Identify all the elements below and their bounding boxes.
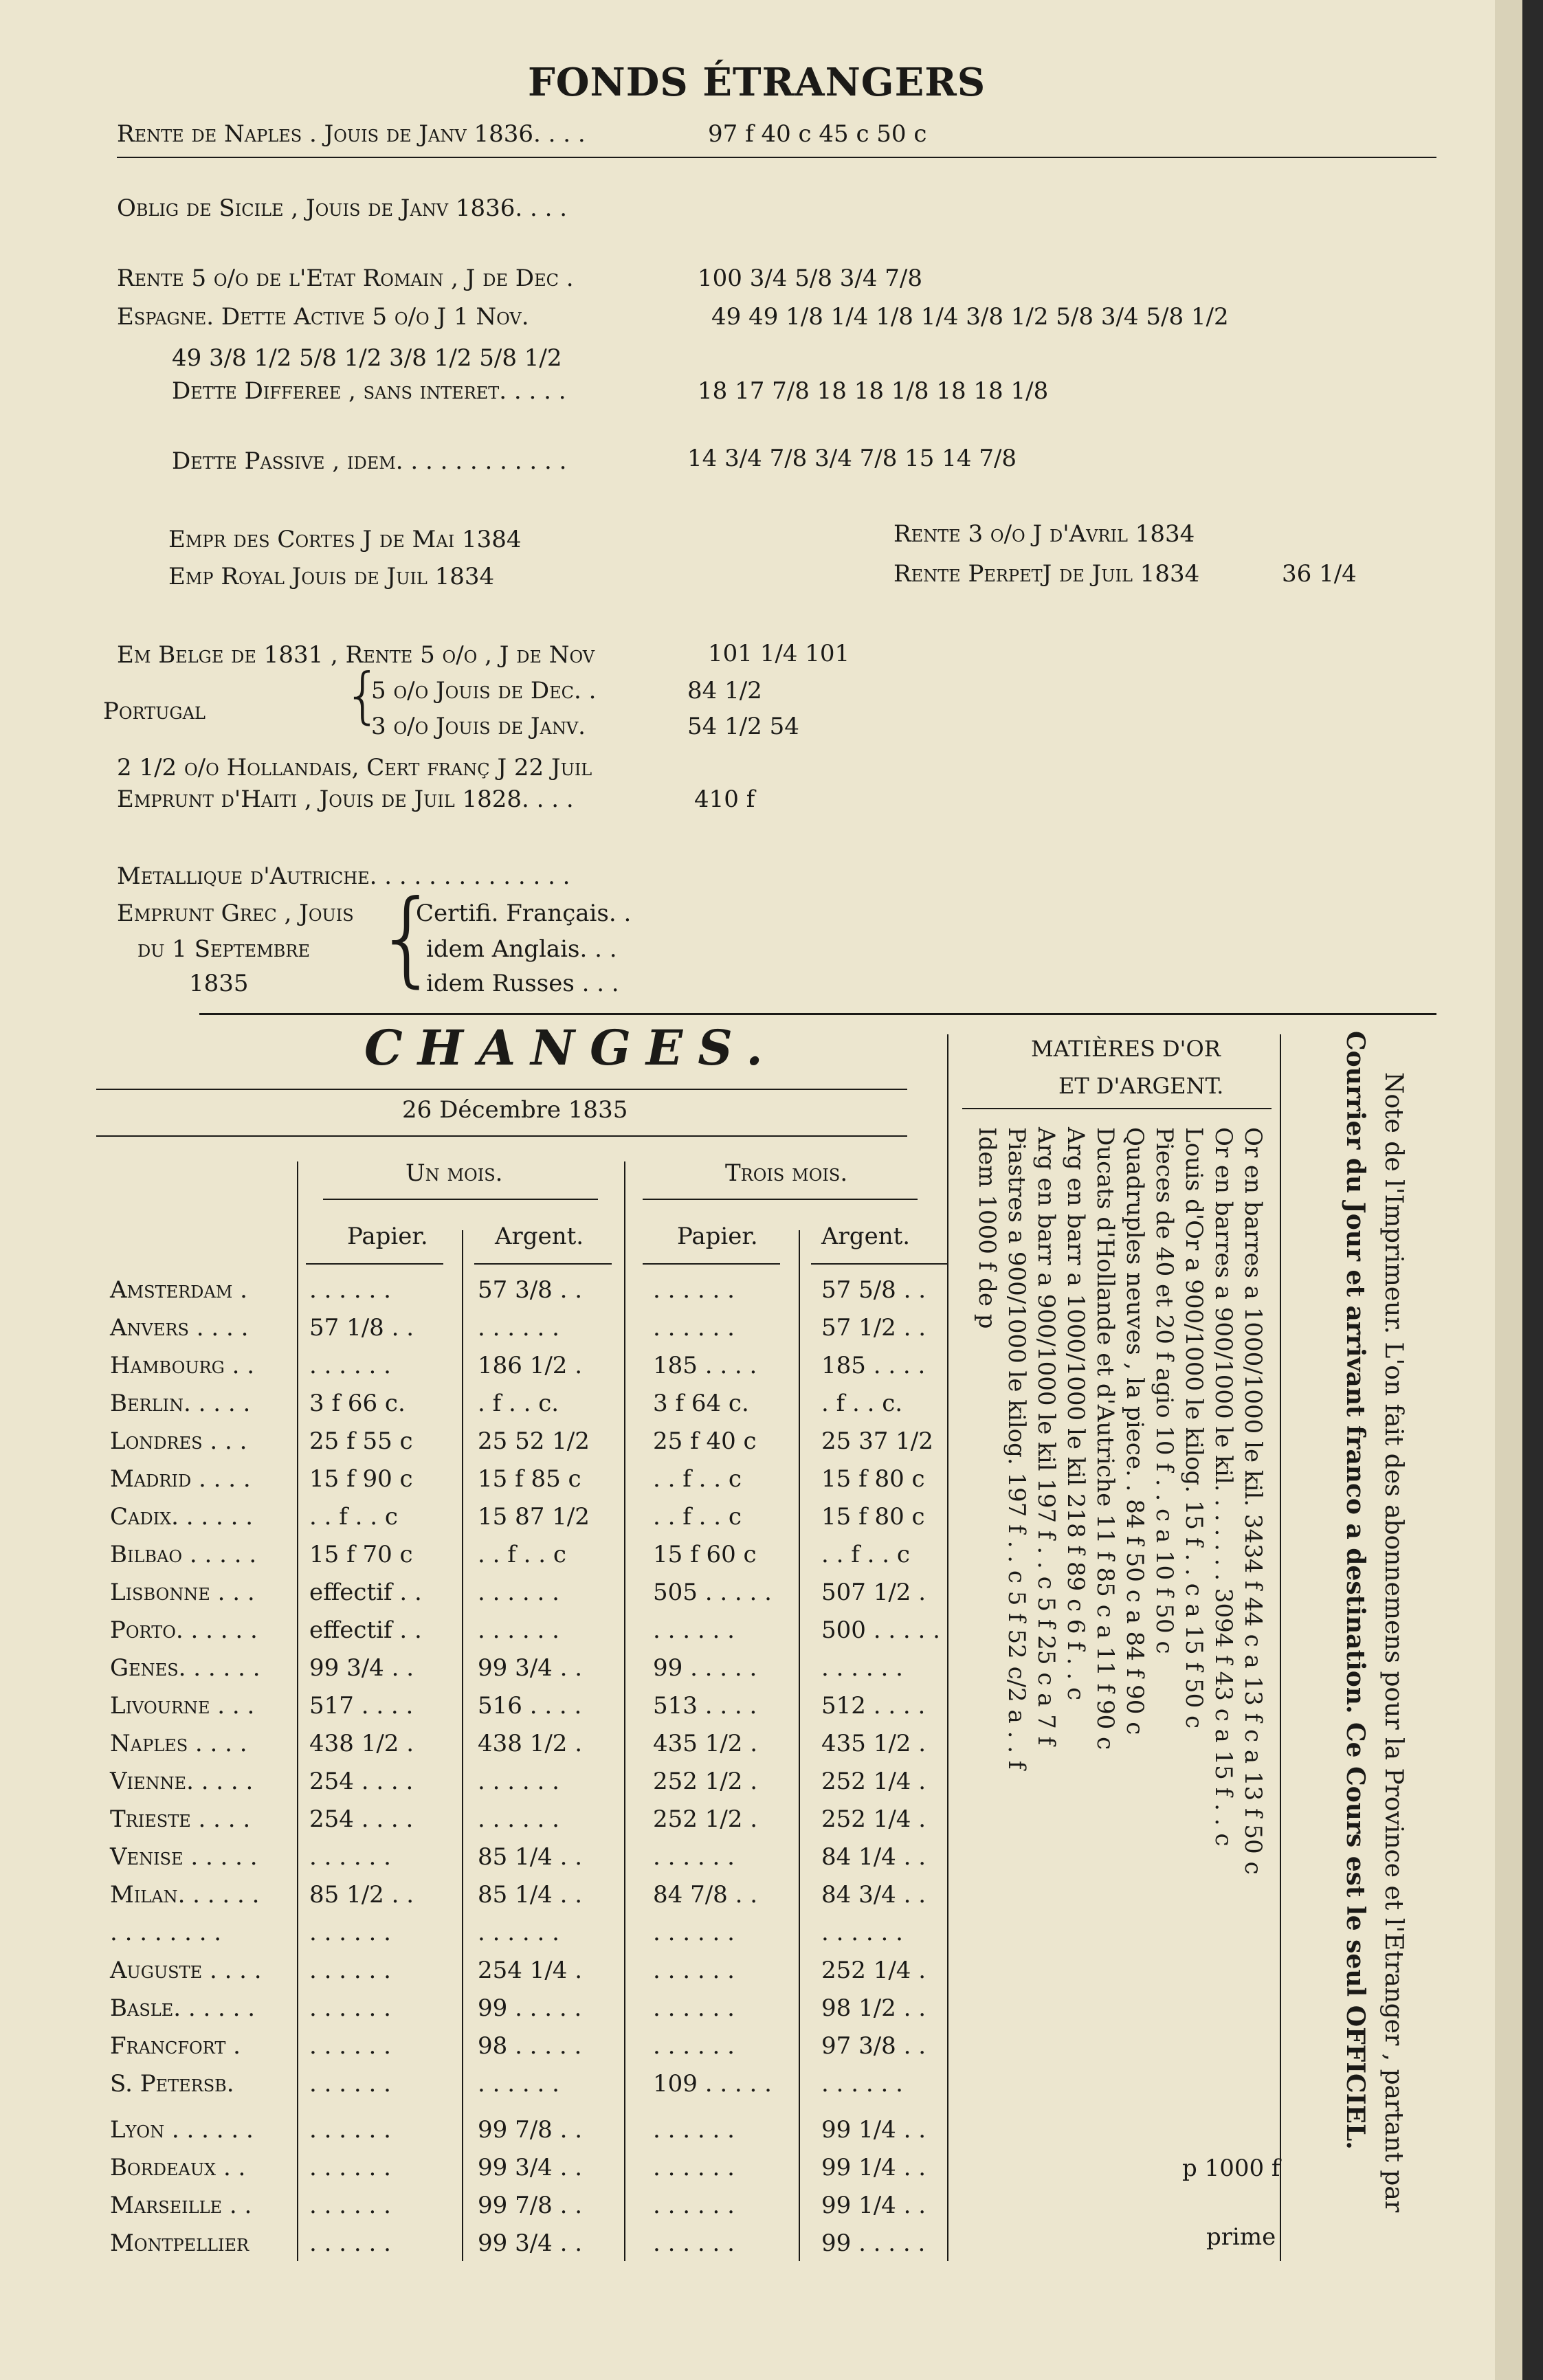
rate-c1-a-10: 99 3/4 . .	[309, 1654, 414, 1682]
royal-label: Emp Royal Jouis de Juil 1834	[168, 563, 495, 590]
rate-c2-b-2: 99 7/8 . .	[478, 2192, 583, 2219]
note-line-1: Note de l'Imprimeur. L'on fait des abonnemens pour la Province et l'Etranger , partant par	[1379, 1072, 1408, 2213]
rate-c4-a-0: 57 5/8 . .	[821, 1276, 926, 1304]
rate-c3-a-17: . . . . . .	[653, 1919, 735, 1946]
city-a-13: Vienne. . . . .	[110, 1768, 254, 1795]
city-a-11: Livourne . . .	[110, 1692, 255, 1720]
espagne-value: 49 49 1/8 1/4 1/8 1/4 3/8 1/2 5/8 3/4 5/8 1/2	[711, 303, 1229, 331]
city-a-8: Lisbonne . . .	[110, 1579, 255, 1606]
matieres-line-7: Arg en barr a 900/1000 le kil 197 f . . c 5 f 25 c a 7 f	[1032, 1127, 1060, 1746]
rate-c2-a-9: . . . . . .	[478, 1616, 559, 1644]
espagne-value-cont: 49 3/8 1/2 5/8 1/2 3/8 1/2 5/8 1/2	[172, 344, 562, 372]
rate-c2-a-13: . . . . . .	[478, 1768, 559, 1795]
naples-label: Rente de Naples . Jouis de Janv 1836. . . .	[117, 120, 586, 148]
rate-c3-a-4: 25 f 40 c	[653, 1427, 757, 1455]
rate-c3-a-21: 109 . . . . .	[653, 2070, 772, 2098]
rate-c4-a-5: 15 f 80 c	[821, 1465, 925, 1493]
rate-c3-a-15: . . . . . .	[653, 1843, 735, 1871]
matieres-line-1: Or en barres a 900/1000 le kil. . . . . . . 3094 f 43 c a 15 f . . c	[1210, 1127, 1237, 1847]
matieres-title-1: MATIÈRES D'OR	[1031, 1036, 1221, 1062]
rate-c3-a-7: 15 f 60 c	[653, 1541, 757, 1568]
city-a-18: Auguste . . . .	[110, 1957, 262, 1984]
differee-value: 18 17 7/8 18 18 1/8 18 18 1/8	[698, 377, 1049, 405]
belge-value: 101 1/4 101	[708, 640, 850, 667]
grec-opt2: idem Anglais. . .	[426, 935, 617, 963]
city-a-14: Trieste . . . .	[110, 1805, 251, 1833]
rate-c2-a-12: 438 1/2 .	[478, 1730, 583, 1757]
col-rule-4	[811, 1263, 948, 1265]
matieres-line-8: Piastres a 900/1000 le kilog. 197 f . . c 5 f 52 c/2 a . . f	[1003, 1127, 1030, 1770]
table-vrule-3	[624, 1161, 625, 2261]
header-rule	[117, 157, 1436, 158]
rate-c1-b-2: . . . . . .	[309, 2192, 391, 2219]
changes-date: 26 Décembre 1835	[402, 1096, 628, 1124]
matieres-line-3: Pieces de 40 et 20 f agio 10 f . . c a 10 f 50 c	[1151, 1127, 1178, 1654]
rate-c4-a-20: 97 3/8 . .	[821, 2032, 926, 2060]
rate-c1-a-6: . . f . . c	[309, 1503, 398, 1531]
city-b-0: Lyon . . . . . .	[110, 2116, 254, 2144]
table-vrule-2	[462, 1230, 463, 2261]
papier-header-2: Papier.	[677, 1223, 758, 1250]
note-line-2: Courrier du Jour et arrivant franco a destination. Ce Cours est le seul OFFICIEL.	[1341, 1031, 1370, 2150]
rate-c4-a-16: 84 3/4 . .	[821, 1881, 926, 1909]
table-vrule-4	[799, 1230, 800, 2261]
table-vrule-1	[297, 1161, 298, 2261]
city-a-16: Milan. . . . . .	[110, 1881, 260, 1909]
matieres-line-10: p 1000 f	[1182, 2155, 1280, 2182]
page-title: FONDS ÉTRANGERS	[528, 60, 986, 105]
city-b-2: Marseille . .	[110, 2192, 252, 2219]
rate-c4-b-3: 99 . . . . .	[821, 2229, 926, 2257]
rate-c4-a-15: 84 1/4 . .	[821, 1843, 926, 1871]
table-vrule-5	[947, 1034, 948, 2261]
rate-c1-a-20: . . . . . .	[309, 2032, 391, 2060]
rate-c2-b-3: 99 3/4 . .	[478, 2229, 583, 2257]
rate-c4-a-4: 25 37 1/2	[821, 1427, 933, 1455]
matieres-title-2: ET D'ARGENT.	[1058, 1073, 1224, 1099]
rate-c2-a-17: . . . . . .	[478, 1919, 559, 1946]
rate-c3-b-2: . . . . . .	[653, 2192, 735, 2219]
rate-c2-a-3: . f . . c.	[478, 1390, 559, 1417]
rate-c2-a-6: 15 87 1/2	[478, 1503, 590, 1531]
naples-value: 97 f 40 c 45 c 50 c	[708, 120, 927, 148]
rate-c3-a-10: 99 . . . . .	[653, 1654, 757, 1682]
rate-c2-b-0: 99 7/8 . .	[478, 2116, 583, 2144]
rate-c1-a-0: . . . . . .	[309, 1276, 391, 1304]
rate-c2-a-20: 98 . . . . .	[478, 2032, 582, 2060]
city-a-5: Madrid . . . .	[110, 1465, 251, 1493]
trois-mois-header: Trois mois.	[725, 1159, 848, 1187]
rate-c3-a-2: 185 . . . .	[653, 1352, 757, 1379]
rate-c2-a-7: . . f . . c	[478, 1541, 566, 1568]
rate-c1-a-13: 254 . . . .	[309, 1768, 414, 1795]
city-a-9: Porto. . . . . .	[110, 1616, 258, 1644]
rate-c3-a-20: . . . . . .	[653, 2032, 735, 2060]
col-rule-2	[474, 1263, 612, 1265]
rate-c2-a-11: 516 . . . .	[478, 1692, 582, 1720]
rate-c2-a-19: 99 . . . . .	[478, 1994, 582, 2022]
rate-c2-b-1: 99 3/4 . .	[478, 2154, 583, 2181]
espagne-label: Espagne. Dette Active 5 o/o J 1 Nov.	[117, 303, 529, 331]
rate-c1-a-18: . . . . . .	[309, 1957, 391, 1984]
rate-c2-a-18: 254 1/4 .	[478, 1957, 583, 1984]
rate-c1-b-0: . . . . . .	[309, 2116, 391, 2144]
matieres-line-4: Quadruples neuves , la piece. . 84 f 50 c a 84 f 90 c	[1121, 1127, 1148, 1735]
portugal-label: Portugal	[103, 698, 206, 725]
rate-c1-a-9: effectif . .	[309, 1616, 422, 1644]
hollandais-label: 2 1/2 o/o Hollandais, Cert franç J 22 Juil	[117, 754, 592, 781]
rate-c1-b-1: . . . . . .	[309, 2154, 391, 2181]
grec-brace: {	[375, 878, 441, 998]
rate-c2-a-10: 99 3/4 . .	[478, 1654, 583, 1682]
rate-c1-a-16: 85 1/2 . .	[309, 1881, 414, 1909]
perpet-value: 36 1/4	[1282, 560, 1357, 588]
rate-c3-b-1: . . . . . .	[653, 2154, 735, 2181]
city-a-17: . . . . . . . .	[110, 1919, 222, 1946]
matieres-line-9: Idem 1000 f de p	[973, 1127, 1001, 1329]
passive-label: Dette Passive , idem. . . . . . . . . . . .	[172, 447, 567, 475]
city-a-4: Londres . . .	[110, 1427, 247, 1455]
page-binding-edge	[1495, 0, 1522, 2380]
rate-c2-a-2: 186 1/2 .	[478, 1352, 583, 1379]
portugal-line1: 5 o/o Jouis de Dec. .	[371, 677, 597, 704]
rate-c2-a-8: . . . . . .	[478, 1579, 559, 1606]
rate-c4-a-2: 185 . . . .	[821, 1352, 926, 1379]
city-a-20: Francfort .	[110, 2032, 241, 2060]
rate-c2-a-21: . . . . . .	[478, 2070, 559, 2098]
rate-c4-a-9: 500 . . . . .	[821, 1616, 940, 1644]
matieres-line-5: Ducats d'Hollande et d'Autriche 11 f 85 c a 11 f 90 c	[1091, 1127, 1119, 1750]
rate-c2-a-16: 85 1/4 . .	[478, 1881, 583, 1909]
grec-line1: Emprunt Grec , Jouis	[117, 900, 354, 927]
rate-c1-a-8: effectif . .	[309, 1579, 422, 1606]
rate-c4-a-17: . . . . . .	[821, 1919, 903, 1946]
changes-rule-2	[96, 1135, 907, 1137]
rate-c1-a-1: 57 1/8 . .	[309, 1314, 414, 1342]
rate-c4-b-2: 99 1/4 . .	[821, 2192, 926, 2219]
col-rule-1	[306, 1263, 443, 1265]
rate-c3-a-6: . . f . . c	[653, 1503, 742, 1531]
rate-c3-b-0: . . . . . .	[653, 2116, 735, 2144]
city-a-10: Genes. . . . . .	[110, 1654, 260, 1682]
rate-c1-a-17: . . . . . .	[309, 1919, 391, 1946]
papier-header-1: Papier.	[347, 1223, 428, 1250]
rate-c3-a-0: . . . . . .	[653, 1276, 735, 1304]
rate-c4-a-1: 57 1/2 . .	[821, 1314, 926, 1342]
cortes-label: Empr des Cortes J de Mai 1384	[168, 526, 522, 553]
rate-c3-a-16: 84 7/8 . .	[653, 1881, 758, 1909]
city-b-1: Bordeaux . .	[110, 2154, 246, 2181]
haiti-label: Emprunt d'Haiti , Jouis de Juil 1828. . . .	[117, 786, 574, 813]
differee-label: Dette Differee , sans interet. . . . .	[172, 377, 566, 405]
rate-c2-a-14: . . . . . .	[478, 1805, 559, 1833]
rate-c3-b-3: . . . . . .	[653, 2229, 735, 2257]
rate-c3-a-3: 3 f 64 c.	[653, 1390, 749, 1417]
grec-line3: 1835	[189, 970, 249, 997]
rate-c2-a-4: 25 52 1/2	[478, 1427, 590, 1455]
city-a-19: Basle. . . . . .	[110, 1994, 256, 2022]
city-a-21: S. Petersb.	[110, 2070, 234, 2098]
rate-c1-b-3: . . . . . .	[309, 2229, 391, 2257]
rate-c4-a-18: 252 1/4 .	[821, 1957, 926, 1984]
grec-opt1: Certifi. Français. .	[416, 900, 632, 927]
city-a-1: Anvers . . . .	[110, 1314, 249, 1342]
rate-c2-a-15: 85 1/4 . .	[478, 1843, 583, 1871]
romain-value: 100 3/4 5/8 3/4 7/8	[698, 265, 923, 292]
col-rule-3	[643, 1263, 780, 1265]
changes-rule-1	[96, 1089, 907, 1090]
rate-c3-a-18: . . . . . .	[653, 1957, 735, 1984]
rate-c1-a-15: . . . . . .	[309, 1843, 391, 1871]
argent-header-2: Argent.	[821, 1223, 911, 1250]
rate-c2-a-5: 15 f 85 c	[478, 1465, 581, 1493]
rate-c3-a-8: 505 . . . . .	[653, 1579, 772, 1606]
city-a-2: Hambourg . .	[110, 1352, 255, 1379]
rate-c4-b-1: 99 1/4 . .	[821, 2154, 926, 2181]
rate-c1-a-4: 25 f 55 c	[309, 1427, 413, 1455]
trois-mois-brace	[643, 1199, 918, 1200]
rate-c3-a-11: 513 . . . .	[653, 1692, 757, 1720]
rate-c4-a-19: 98 1/2 . .	[821, 1994, 926, 2022]
matieres-line-2: Louis d'Or a 900/1000 le kilog. 15 f . . c a 15 f 50 c	[1180, 1127, 1208, 1729]
rate-c1-a-3: 3 f 66 c.	[309, 1390, 406, 1417]
rate-c4-a-11: 512 . . . .	[821, 1692, 926, 1720]
rate-c1-a-21: . . . . . .	[309, 2070, 391, 2098]
romain-label: Rente 5 o/o de l'Etat Romain , J de Dec .	[117, 265, 574, 292]
section-rule	[199, 1013, 1436, 1015]
matieres-rule	[962, 1108, 1272, 1109]
rate-c2-a-0: 57 3/8 . .	[478, 1276, 583, 1304]
grec-line2: du 1 Septembre	[137, 935, 311, 963]
rate-c1-a-14: 254 . . . .	[309, 1805, 414, 1833]
rate-c3-a-9: . . . . . .	[653, 1616, 735, 1644]
rate-c2-a-1: . . . . . .	[478, 1314, 559, 1342]
rate-c1-a-12: 438 1/2 .	[309, 1730, 414, 1757]
argent-header-1: Argent.	[495, 1223, 584, 1250]
metallique-label: Metallique d'Autriche. . . . . . . . . . . . . .	[117, 863, 570, 890]
perpet-label: Rente PerpetJ de Juil 1834	[893, 560, 1200, 588]
un-mois-brace	[323, 1199, 598, 1200]
rate-c4-a-8: 507 1/2 .	[821, 1579, 926, 1606]
rate-c3-a-12: 435 1/2 .	[653, 1730, 758, 1757]
rate-c4-a-14: 252 1/4 .	[821, 1805, 926, 1833]
belge-label: Em Belge de 1831 , Rente 5 o/o , J de Nov	[117, 641, 595, 669]
sicile-label: Oblig de Sicile , Jouis de Janv 1836. . . .	[117, 194, 568, 222]
matieres-line-11: prime	[1206, 2223, 1276, 2251]
portugal-line2: 3 o/o Jouis de Janv.	[371, 713, 586, 740]
portugal-value2: 54 1/2 54	[687, 713, 799, 740]
rate-c1-a-5: 15 f 90 c	[309, 1465, 413, 1493]
rate-c4-a-21: . . . . . .	[821, 2070, 903, 2098]
rate-c4-a-7: . . f . . c	[821, 1541, 910, 1568]
city-a-6: Cadix. . . . . .	[110, 1503, 254, 1531]
grec-opt3: idem Russes . . .	[426, 970, 619, 997]
rate-c1-a-2: . . . . . .	[309, 1352, 391, 1379]
rate-c3-a-1: . . . . . .	[653, 1314, 735, 1342]
rate-c4-a-12: 435 1/2 .	[821, 1730, 926, 1757]
city-b-3: Montpellier	[110, 2229, 249, 2257]
rate-c4-a-10: . . . . . .	[821, 1654, 903, 1682]
un-mois-header: Un mois.	[406, 1159, 503, 1187]
portugal-value1: 84 1/2	[687, 677, 762, 704]
matieres-line-6: Arg en barr a 1000/1000 le kil 218 f 89 c 6 f . . c	[1062, 1127, 1089, 1701]
city-a-7: Bilbao . . . . .	[110, 1541, 257, 1568]
rate-c1-a-19: . . . . . .	[309, 1994, 391, 2022]
matieres-vrule	[1280, 1034, 1281, 2261]
rate-c1-a-7: 15 f 70 c	[309, 1541, 413, 1568]
rate-c4-a-3: . f . . c.	[821, 1390, 903, 1417]
rate-c3-a-14: 252 1/2 .	[653, 1805, 758, 1833]
passive-value: 14 3/4 7/8 3/4 7/8 15 14 7/8	[687, 445, 1017, 472]
city-a-15: Venise . . . . .	[110, 1843, 258, 1871]
rate-c4-b-0: 99 1/4 . .	[821, 2116, 926, 2144]
matieres-line-0: Or en barres a 1000/1000 le kil. 3434 f 44 c a 13 f c a 13 f 50 c	[1239, 1127, 1267, 1875]
rente3-label: Rente 3 o/o J d'Avril 1834	[893, 520, 1195, 548]
rate-c3-a-19: . . . . . .	[653, 1994, 735, 2022]
rate-c3-a-13: 252 1/2 .	[653, 1768, 758, 1795]
changes-title: CHANGES.	[364, 1019, 778, 1076]
city-a-0: Amsterdam .	[110, 1276, 247, 1304]
rate-c1-a-11: 517 . . . .	[309, 1692, 414, 1720]
city-a-12: Naples . . . .	[110, 1730, 247, 1757]
portugal-brace: {	[344, 660, 382, 731]
rate-c4-a-6: 15 f 80 c	[821, 1503, 925, 1531]
haiti-value: 410 f	[694, 786, 755, 813]
rate-c4-a-13: 252 1/4 .	[821, 1768, 926, 1795]
city-a-3: Berlin. . . . .	[110, 1390, 251, 1417]
rate-c3-a-5: . . f . . c	[653, 1465, 742, 1493]
